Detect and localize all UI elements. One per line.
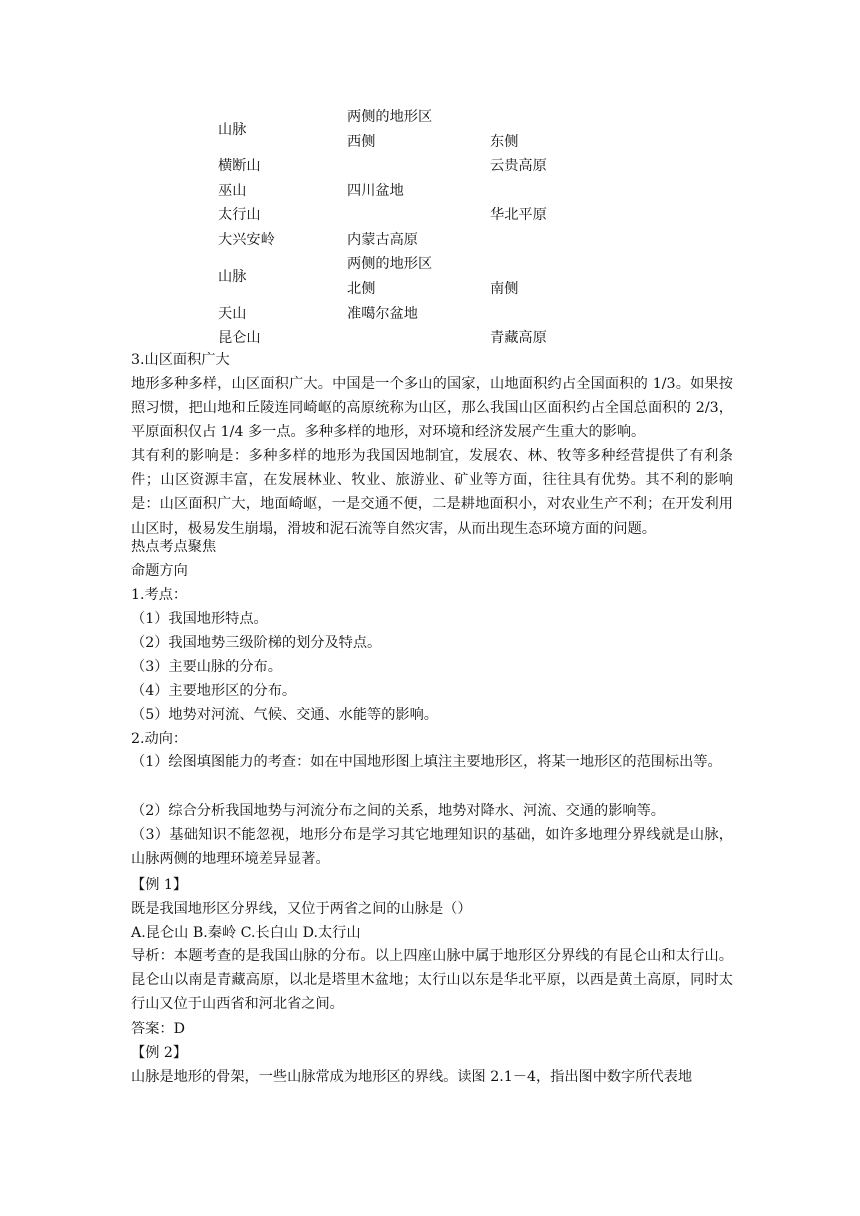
list-item: （2）综合分析我国地势与河流分布之间的关系，地势对降水、河流、交通的影响等。 [131,803,665,819]
list-item: （4）主要地形区的分布。 [131,683,297,699]
table2-header-group: 两侧的地形区 [347,256,433,272]
example-label: 【例 2】 [131,1045,188,1061]
table1-header-right: 东侧 [490,134,519,150]
table2-row-left: 准噶尔盆地 [347,306,418,322]
table1-row-name: 横断山 [218,158,261,174]
table1-row-name: 大兴安岭 [218,232,275,248]
subsection-heading: 2.动向： [131,731,188,747]
section-heading: 3.山区面积广大 [131,352,230,368]
paragraph: 其有利的影响是：多种多样的地形为我国因地制宜，发展农、林、牧等多种经营提供了有利条件；山区资源丰富，在发展林业、牧业、旅游业、矿业等方面，往往具有优势。其不利的影响是：山区面积广大，地面崎岖，一是交通不便，二是耕地面积小，对农业生产不利；在开发利用山区时，极易发生崩塌，滑坡和泥石流等自然灾害，从而出现生态环境方面的问题。 [131,448,733,537]
table1-row-right: 云贵高原 [490,158,547,174]
table1-row-left: 内蒙古高原 [347,232,418,248]
list-item: （1）我国地形特点。 [131,611,268,627]
paragraph: 地形多种多样，山区面积广大。中国是一个多山的国家，山地面积约占全国面积的 1/3。如果按照习惯，把山地和丘陵连同崎岖的高原统称为山区，那么我国山区面积约占全国总面积的 2/3，平原面积仅占 1/4 多一点。多种多样的地形，对环境和经济发展产生重大的影响。 [131,376,733,441]
list-item: （3）主要山脉的分布。 [131,659,282,675]
table2-header-right: 南侧 [490,281,519,297]
table1-row-left: 四川盆地 [347,183,404,199]
list-item: （1）绘图填图能力的考查：如在中国地形图上填注主要地形区，将某一地形区的范围标出等。 [131,754,722,770]
table2-header-left: 北侧 [347,281,376,297]
table1-row-name: 巫山 [218,183,247,199]
table1-header-group: 两侧的地形区 [347,109,433,125]
example-question: 既是我国地形区分界线，又位于两省之间的山脉是（） [131,901,472,917]
list-item: （5）地势对河流、气候、交通、水能等的影响。 [131,707,438,723]
example-question: 山脉是地形的骨架，一些山脉常成为地形区的界线。读图 2.1－4，指出图中数字所代表地 [131,1069,693,1085]
example-options: A.昆仑山 B.秦岭 C.长白山 D.太行山 [131,925,361,941]
section-heading: 命题方向 [131,563,188,579]
table1-row-name: 太行山 [218,207,261,223]
table2-row-name: 昆仑山 [218,330,261,346]
example-label: 【例 1】 [131,877,188,893]
table2-row-right: 青藏高原 [490,330,547,346]
table1-header-left: 西侧 [347,134,376,150]
list-item: （2）我国地势三级阶梯的划分及特点。 [131,635,382,651]
subsection-heading: 1.考点： [131,587,188,603]
table1-row-right: 华北平原 [490,207,547,223]
section-heading: 热点考点聚焦 [131,539,217,555]
table1-header-mountain: 山脉 [218,122,247,138]
table2-header-mountain: 山脉 [218,269,247,285]
example-analysis: 导析：本题考查的是我国山脉的分布。以上四座山脉中属于地形区分界线的有昆仑山和太行山。昆仑山以南是青藏高原，以北是塔里木盆地；太行山以东是华北平原，以西是黄土高原，同时太行山又位于山西省和河北省之间。 [131,948,733,1013]
list-item: （3）基础知识不能忽视，地形分布是学习其它地理知识的基础，如许多地理分界线就是山脉，山脉两侧的地理环境差异显著。 [131,827,733,868]
table2-row-name: 天山 [218,306,247,322]
example-answer: 答案：D [131,1021,185,1037]
